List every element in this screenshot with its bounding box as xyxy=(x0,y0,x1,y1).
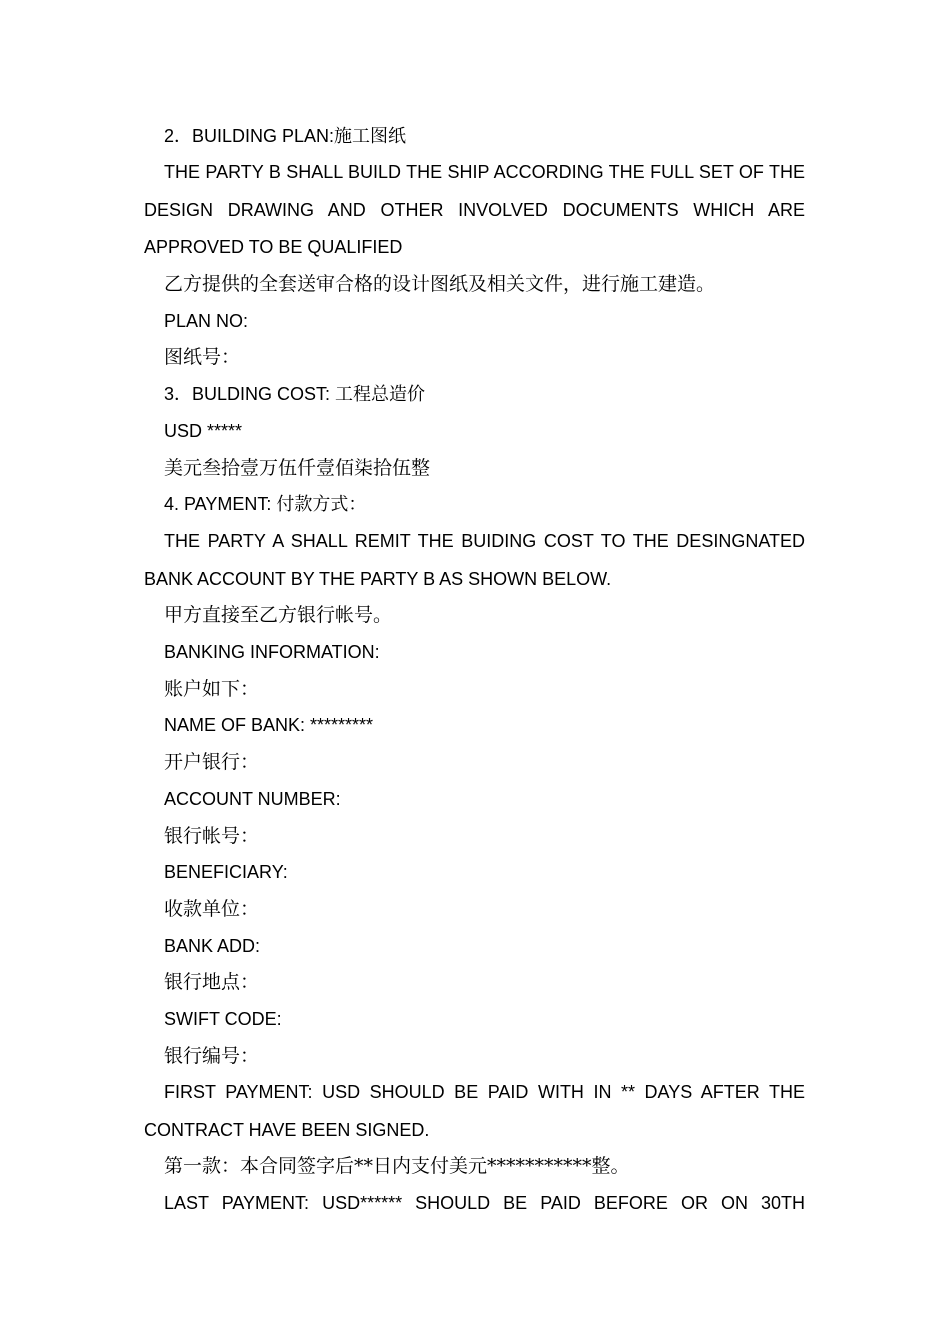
building-plan-chinese: 乙方提供的全套送审合格的设计图纸及相关文件，进行施工建造。 xyxy=(164,273,716,295)
building-plan-text-line-3: APPROVED TO BE QUALIFIED xyxy=(144,237,403,257)
cost-usd: USD ***** xyxy=(164,421,243,441)
building-plan-text-line-1: THE PARTY B SHALL BUILD THE SHIP ACCORDING THE FULL SET OF THE xyxy=(164,162,805,182)
cost-heading: 3．BULDING COST: 工程总造价 xyxy=(164,384,426,404)
account-number-label-cn: 银行帐号： xyxy=(164,825,260,847)
building-plan-heading: 2．BUILDING PLAN:施工图纸 xyxy=(164,126,407,146)
plan-no-label: PLAN NO: xyxy=(164,311,249,331)
payment-chinese: 甲方直接至乙方银行帐号。 xyxy=(164,604,393,626)
last-payment-text-line-1: LAST PAYMENT: USD****** SHOULD BE PAID BEFORE OR ON 30TH xyxy=(164,1193,805,1213)
payment-text-line-2: BANK ACCOUNT BY THE PARTY B AS SHOWN BELOW. xyxy=(144,569,612,589)
bank-name-label: NAME OF BANK: ********* xyxy=(164,715,374,735)
plan-no-label-cn: 图纸号： xyxy=(164,346,241,368)
first-payment-chinese: 第一款：本合同签字后**日内支付美元***********整。 xyxy=(164,1155,630,1177)
account-number-label: ACCOUNT NUMBER: xyxy=(164,789,341,809)
bank-address-label-cn: 银行地点： xyxy=(164,971,260,993)
banking-info-label: BANKING INFORMATION: xyxy=(164,642,380,662)
beneficiary-label: BENEFICIARY: xyxy=(164,862,288,882)
bank-address-label: BANK ADD: xyxy=(164,936,261,956)
cost-chinese: 美元叁拾壹万伍仟壹佰柒拾伍整 xyxy=(164,457,431,479)
banking-info-label-cn: 账户如下： xyxy=(164,678,260,700)
swift-code-label-cn: 银行编号： xyxy=(164,1045,260,1067)
payment-heading: 4. PAYMENT: 付款方式： xyxy=(164,494,367,514)
beneficiary-label-cn: 收款单位： xyxy=(164,898,260,920)
first-payment-text-line-2: CONTRACT HAVE BEEN SIGNED. xyxy=(144,1120,430,1140)
bank-name-label-cn: 开户银行： xyxy=(164,751,260,773)
swift-code-label: SWIFT CODE: xyxy=(164,1009,282,1029)
first-payment-text-line-1: FIRST PAYMENT: USD SHOULD BE PAID WITH IN ** DAYS AFTER THE xyxy=(164,1082,805,1102)
payment-text-line-1: THE PARTY A SHALL REMIT THE BUIDING COST TO THE DESINGNATED xyxy=(164,531,805,551)
building-plan-text-line-2: DESIGN DRAWING AND OTHER INVOLVED DOCUMENTS WHICH ARE xyxy=(144,200,805,220)
